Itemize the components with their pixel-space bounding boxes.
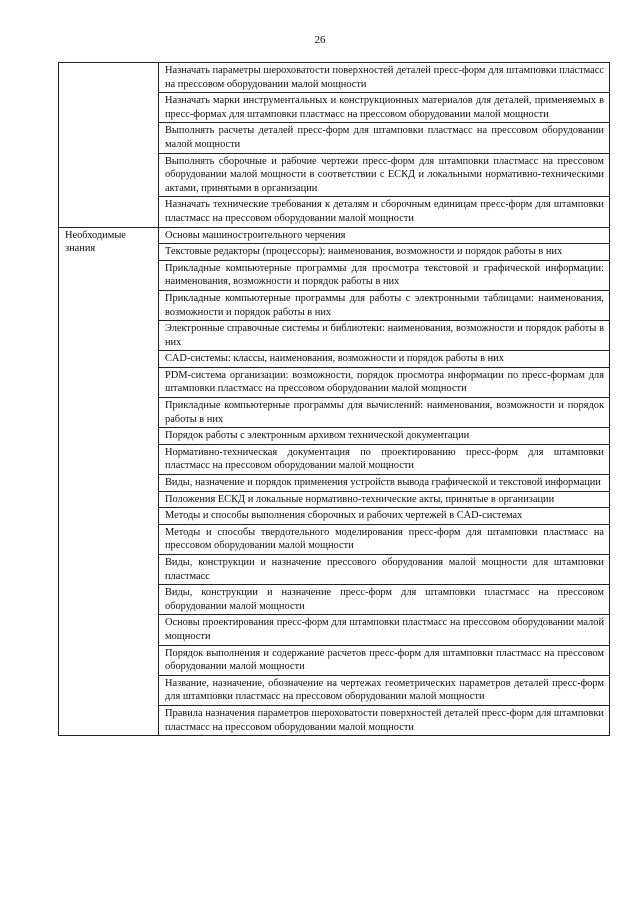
table-row-text: Методы и способы выполнения сборочных и рабочих чертежей в CAD-системах	[159, 508, 610, 525]
table-row-label	[59, 63, 159, 228]
table-row-text: Методы и способы твердотельного моделирования пресс-форм для штамповки пластмасс на прессовом оборудовании малой мощности	[159, 524, 610, 554]
requirements-table-body	[59, 63, 610, 736]
table-row-text: Порядок работы с электронным архивом технической документации	[159, 428, 610, 445]
table-row-text: Основы проектирования пресс-форм для штамповки пластмасс на прессовом оборудовании малой мощности	[159, 615, 610, 645]
table-row-text: Виды, конструкции и назначение прессового оборудования малой мощности для штамповки пластмасс	[159, 555, 610, 585]
table-row-text: Назначать параметры шероховатости поверхностей деталей пресс-форм для штамповки пластмасс на прессовом оборудовании малой мощности	[159, 63, 610, 93]
table-row-text: PDM-система организации: возможности, порядок просмотра информации по пресс-формам для штамповки пластмасс на прессовом оборудовании малой мощности	[159, 367, 610, 397]
table-row-text: Виды, конструкции и назначение пресс-форм для штамповки пластмасс на прессовом оборудовании малой мощности	[159, 585, 610, 615]
table-row-text: Название, назначение, обозначение на чертежах геометрических параметров деталей пресс-форм для штамповки пластмасс на прессовом оборудовании малой мощности	[159, 675, 610, 705]
table-row-text: Выполнять расчеты деталей пресс-форм для штамповки пластмасс на прессовом оборудовании малой мощности	[159, 123, 610, 153]
table-row	[59, 227, 610, 244]
table-row-text: Прикладные компьютерные программы для работы с электронными таблицами: наименования, возможности и порядок работы в них	[159, 290, 610, 320]
requirements-table	[58, 62, 610, 736]
table-row-text: Виды, назначение и порядок применения устройств вывода графической и текстовой информации	[159, 475, 610, 492]
table-row-text: Выполнять сборочные и рабочие чертежи пресс-форм для штамповки пластмасс на прессовом оборудовании малой мощности в соответствии с ЕСКД и локальными нормативно-техническими актами, принятыми в организации	[159, 153, 610, 197]
table-row-text: Электронные справочные системы и библиотеки: наименования, возможности и порядок работы в них	[159, 321, 610, 351]
table-row-text: Положения ЕСКД и локальные нормативно-технические акты, принятые в организации	[159, 491, 610, 508]
table-row-label: Необходимые знания	[59, 227, 159, 736]
table-row-text: CAD-системы: классы, наименования, возможности и порядок работы в них	[159, 351, 610, 368]
table-row	[59, 63, 610, 93]
table-row-text: Нормативно-техническая документация по проектированию пресс-форм для штамповки пластмасс на прессовом оборудовании малой мощности	[159, 444, 610, 474]
table-row-text: Прикладные компьютерные программы для просмотра текстовой и графической информации: наименования, возможности и порядок работы в них	[159, 260, 610, 290]
page-number: 26	[314, 34, 326, 46]
table-row-text: Назначать марки инструментальных и конструкционных материалов для деталей, применяемых в пресс-формах для штамповки пластмасс на прессовом оборудовании малой мощности	[159, 93, 610, 123]
table-row-text: Прикладные компьютерные программы для вычислений: наименования, возможности и порядок работы в них	[159, 398, 610, 428]
table-row-text: Порядок выполнения и содержание расчетов пресс-форм для штамповки пластмасс на прессовом оборудовании малой мощности	[159, 645, 610, 675]
table-row-text: Основы машиностроительного черчения	[159, 227, 610, 244]
table-row-text: Правила назначения параметров шероховатости поверхностей деталей пресс-форм для штамповки пластмасс на прессовом оборудовании малой мощности	[159, 705, 610, 735]
table-row-text: Назначать технические требования к деталям и сборочным единицам пресс-форм для штамповки пластмасс на прессовом оборудовании малой мощности	[159, 197, 610, 227]
table-row-text: Текстовые редакторы (процессоры): наименования, возможности и порядок работы в них	[159, 244, 610, 261]
